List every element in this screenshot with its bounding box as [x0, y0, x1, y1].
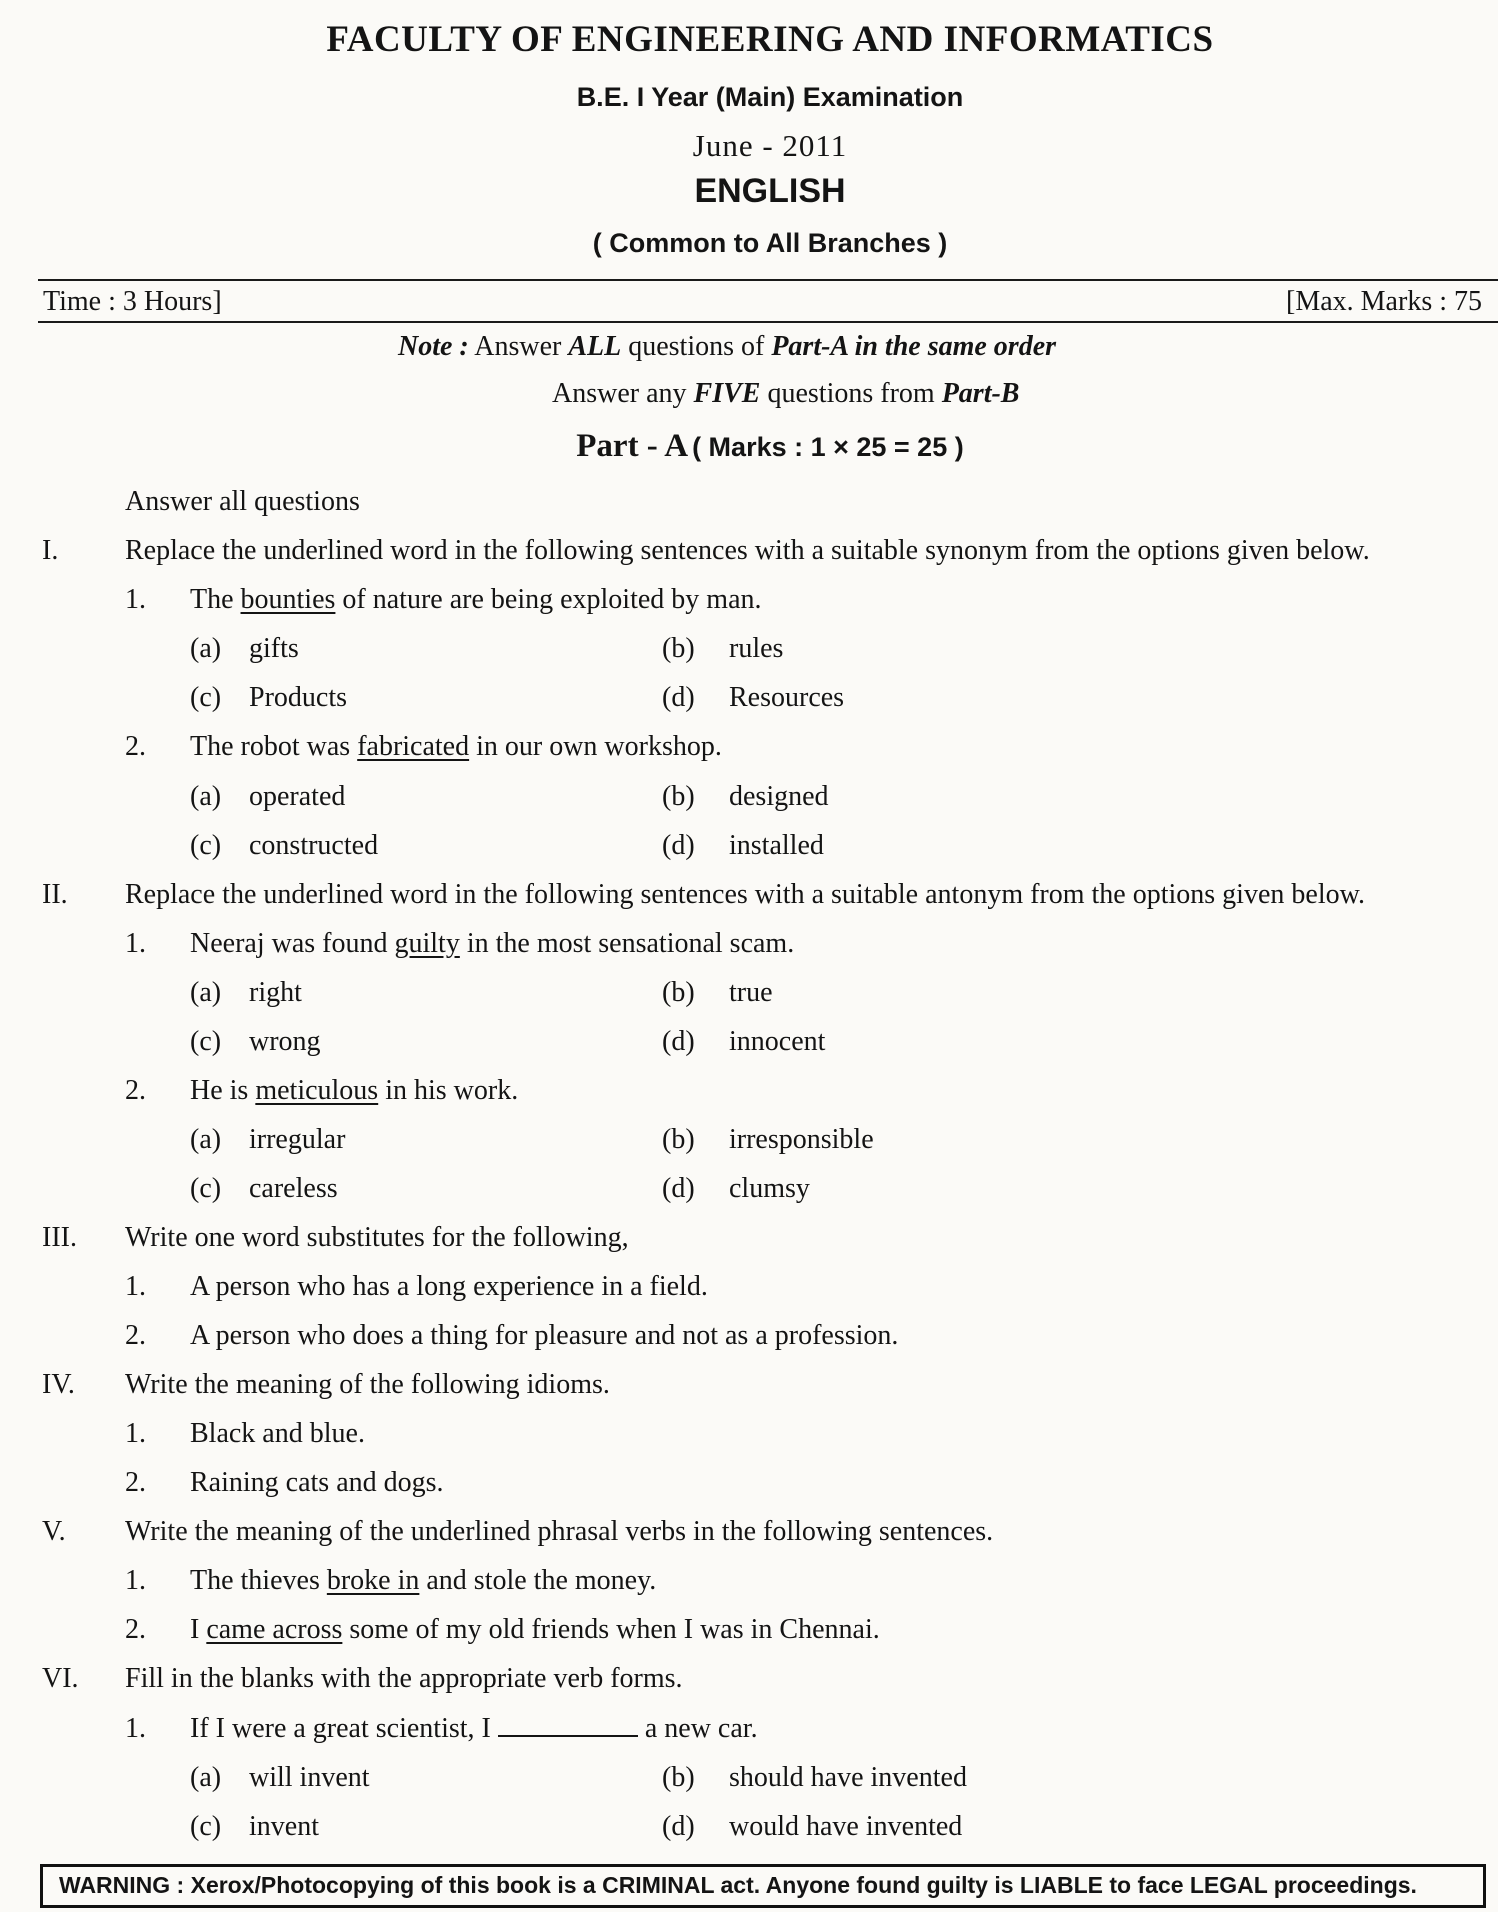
question-text-post: in our own workshop. — [469, 731, 722, 762]
option-text: should have invented — [729, 1762, 967, 1793]
option-text: gifts — [249, 633, 299, 664]
option-label: (a) — [190, 1762, 222, 1793]
question-text: A person who does a thing for pleasure and not as a profession. — [190, 1320, 899, 1351]
underlined-phrase: came across — [206, 1614, 343, 1645]
question-text-pre: The robot was — [190, 731, 358, 762]
option-text: irresponsible — [729, 1124, 874, 1155]
option-label: (b) — [662, 1124, 695, 1155]
question-text-post: a new car. — [637, 1713, 758, 1744]
exam-title: B.E. I Year (Main) Examination — [576, 82, 964, 112]
faculty-title: FACULTY OF ENGINEERING AND INFORMATICS — [326, 19, 1214, 60]
option-label: (c) — [190, 1026, 222, 1057]
option-label: (b) — [662, 633, 695, 664]
option-label: (b) — [662, 781, 695, 812]
underlined-word: fabricated — [357, 731, 470, 762]
underlined-word: guilty — [394, 928, 460, 959]
option-text: designed — [729, 781, 829, 812]
question-number: 1. — [125, 928, 146, 959]
note-emphasis: Part-B — [941, 378, 1020, 409]
option-label: (a) — [190, 977, 222, 1008]
question-text — [190, 928, 794, 960]
option-label: (d) — [662, 830, 695, 861]
option-text: would have invented — [729, 1811, 963, 1842]
question-number: 1. — [125, 584, 146, 615]
note-line-1 — [398, 331, 1056, 363]
section-number: II. — [42, 879, 68, 910]
option-label: (a) — [190, 633, 222, 664]
time-label: Time : 3 Hours] — [43, 286, 222, 317]
section-text: Replace the underlined word in the following sentences with a suitable synonym from the options given below. — [125, 535, 1370, 566]
note-label: Note : — [398, 331, 469, 362]
option-label: (b) — [662, 1762, 695, 1793]
question-number: 2. — [125, 1614, 146, 1645]
option-text: right — [249, 977, 302, 1008]
option-text: rules — [729, 633, 784, 664]
note-emphasis: FIVE — [693, 378, 761, 409]
subject-title: ENGLISH — [694, 172, 846, 210]
option-label: (a) — [190, 1124, 222, 1155]
question-text-post: some of my old friends when I was in Chennai. — [342, 1614, 880, 1645]
question-number: 2. — [125, 1320, 146, 1351]
part-a-title: Part - A — [576, 428, 689, 464]
option-text: wrong — [249, 1026, 321, 1057]
note-text: questions of — [628, 331, 765, 362]
question-text: A person who has a long experience in a field. — [190, 1271, 708, 1302]
note-line-2 — [552, 378, 1019, 410]
part-a-marks: ( Marks : 1 × 25 = 25 ) — [692, 432, 964, 462]
option-label: (d) — [662, 1173, 695, 1204]
warning-box: WARNING : Xerox/Photocopying of this book is a CRIMINAL act. Anyone found guilty is LIABLE to face LEGAL proceedings. — [40, 1864, 1486, 1908]
answer-blank — [498, 1713, 638, 1737]
option-label: (d) — [662, 1026, 695, 1057]
option-text: irregular — [249, 1124, 346, 1155]
question-text-post: in the most sensational scam. — [459, 928, 795, 959]
part-a-heading — [0, 428, 1498, 465]
question-text-pre: Neeraj was found — [190, 928, 395, 959]
note-emphasis: Part-A in the same order — [771, 331, 1057, 362]
section-text: Write the meaning of the underlined phrasal verbs in the following sentences. — [125, 1516, 994, 1547]
question-text-pre: The — [190, 584, 241, 615]
question-text-pre: The thieves — [190, 1565, 327, 1596]
question-number: 1. — [125, 1418, 146, 1449]
question-text — [190, 1614, 880, 1646]
question-number: 1. — [125, 1271, 146, 1302]
section-text: Write one word substitutes for the following, — [125, 1222, 629, 1253]
section-number: III. — [42, 1222, 77, 1253]
option-text: true — [729, 977, 773, 1008]
question-text — [190, 1713, 758, 1745]
option-label: (c) — [190, 682, 222, 713]
question-number: 2. — [125, 1467, 146, 1498]
section-number: VI. — [42, 1663, 79, 1694]
option-label: (d) — [662, 682, 695, 713]
question-text — [190, 584, 762, 616]
divider-top — [38, 279, 1498, 281]
note-text: Answer — [474, 331, 562, 362]
section-text: Write the meaning of the following idioms. — [125, 1369, 610, 1400]
note-text: Answer any — [552, 378, 687, 409]
section-text: Replace the underlined word in the following sentences with a suitable antonym from the options given below. — [125, 879, 1365, 910]
part-a-instruction: Answer all questions — [125, 486, 360, 517]
option-label: (a) — [190, 781, 222, 812]
question-text-post: of nature are being exploited by man. — [335, 584, 762, 615]
section-number: I. — [42, 535, 59, 566]
option-text: will invent — [249, 1762, 370, 1793]
question-text: Black and blue. — [190, 1418, 365, 1449]
max-marks-label: [Max. Marks : 75 — [1286, 286, 1482, 317]
question-number: 2. — [125, 1075, 146, 1106]
underlined-word: meticulous — [255, 1075, 379, 1106]
question-number: 2. — [125, 731, 146, 762]
question-text-post: and stole the money. — [419, 1565, 657, 1596]
section-number: IV. — [42, 1369, 75, 1400]
option-text: installed — [729, 830, 824, 861]
option-text: operated — [249, 781, 346, 812]
note-emphasis: ALL — [568, 331, 622, 362]
option-text: careless — [249, 1173, 338, 1204]
option-label: (d) — [662, 1811, 695, 1842]
option-text: Products — [249, 682, 347, 713]
question-text — [190, 1565, 656, 1597]
question-number: 1. — [125, 1713, 146, 1744]
question-number: 1. — [125, 1565, 146, 1596]
question-text-pre: If I were a great scientist, I — [190, 1713, 498, 1744]
option-label: (b) — [662, 977, 695, 1008]
question-text-pre: He is — [190, 1075, 256, 1106]
option-text: Resources — [729, 682, 845, 713]
option-label: (c) — [190, 830, 222, 861]
question-text-pre: I — [190, 1614, 207, 1645]
option-text: clumsy — [729, 1173, 810, 1204]
option-text: invent — [249, 1811, 319, 1842]
section-text: Fill in the blanks with the appropriate verb forms. — [125, 1663, 683, 1694]
question-text — [190, 731, 722, 763]
note-text: questions from — [767, 378, 935, 409]
question-text: Raining cats and dogs. — [190, 1467, 444, 1498]
divider-bottom — [38, 321, 1498, 323]
question-text-post: in his work. — [378, 1075, 519, 1106]
underlined-word: bounties — [240, 584, 336, 615]
option-label: (c) — [190, 1173, 222, 1204]
question-text — [190, 1075, 518, 1107]
underlined-phrase: broke in — [326, 1565, 420, 1596]
option-text: constructed — [249, 830, 379, 861]
section-number: V. — [42, 1516, 66, 1547]
option-text: innocent — [729, 1026, 826, 1057]
common-note: ( Common to All Branches ) — [592, 228, 948, 258]
exam-date: June - 2011 — [692, 128, 848, 163]
option-label: (c) — [190, 1811, 222, 1842]
